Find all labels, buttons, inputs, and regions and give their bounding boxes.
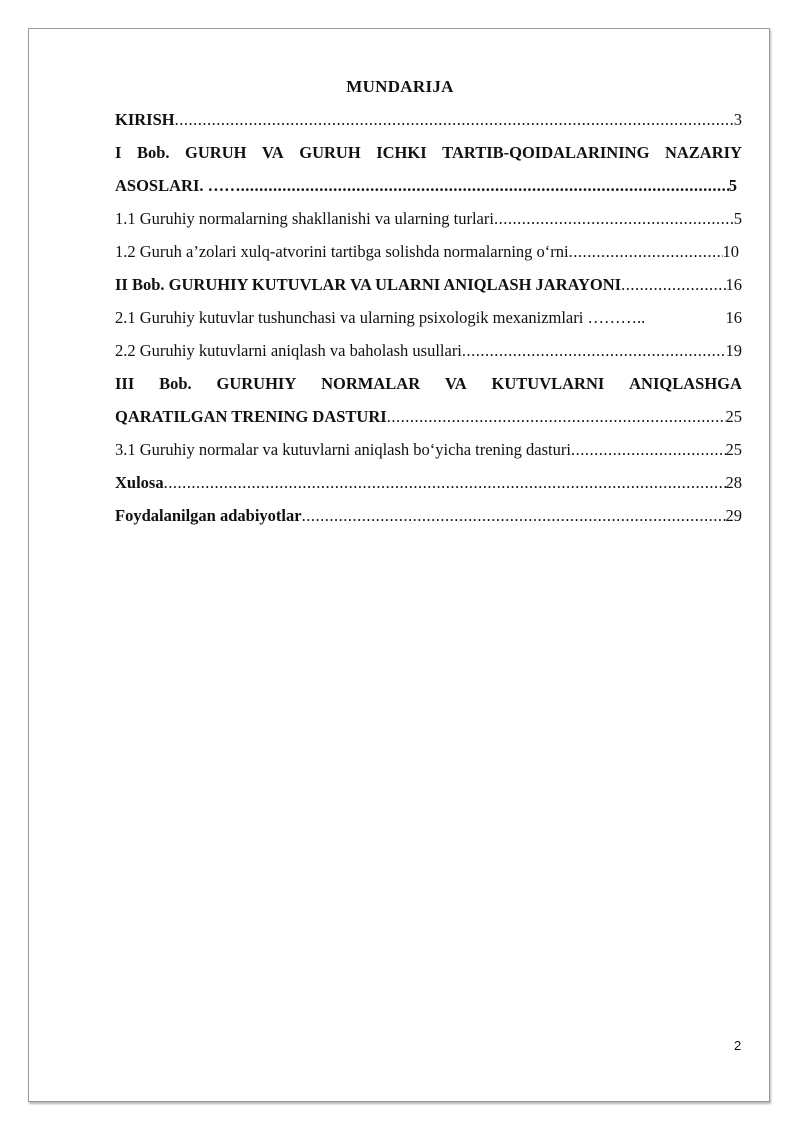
toc-word: Bob.	[136, 143, 170, 162]
dot-leader	[569, 235, 723, 268]
table-of-contents	[115, 103, 742, 532]
toc-entry-page: 25	[725, 407, 742, 426]
toc-entry-label: II Bob. GURUHIY KUTUVLAR VA ULARNI ANIQLASH JARAYONI	[115, 275, 622, 294]
toc-word: GURUHIY	[216, 374, 297, 393]
dot-leader	[494, 202, 734, 235]
dot-leader	[164, 466, 726, 499]
toc-entry-section-2-2[interactable]	[115, 334, 742, 367]
dot-leader	[241, 169, 729, 202]
toc-entry-label: 2.1 Guruhiy kutuvlar tushunchasi va ularning psixologik mexanizmlari ………..	[115, 308, 646, 327]
toc-word: VA	[262, 143, 284, 162]
toc-entry-page: 29	[725, 506, 742, 525]
toc-title: MUNDARIJA	[346, 77, 454, 96]
page-number: 2	[734, 1038, 742, 1053]
toc-entry-section-1-2[interactable]	[115, 235, 739, 268]
toc-entry-chapter-1-line-1[interactable]	[115, 136, 742, 169]
toc-entry-label: KIRISH	[115, 110, 175, 129]
toc-entry-page: 5	[733, 209, 742, 228]
toc-entry-label: Xulosa	[115, 473, 164, 492]
toc-entry-label: 2.2 Guruhiy kutuvlarni aniqlash va baholash usullari	[115, 341, 462, 360]
toc-entry-page: 16	[725, 275, 742, 294]
toc-entry-page: 16	[725, 308, 742, 327]
toc-entry-section-2-1[interactable]	[115, 301, 742, 334]
toc-entry-page: 5	[728, 176, 737, 195]
toc-entry-label: QARATILGAN TRENING DASTURI	[115, 407, 387, 426]
dot-leader	[571, 433, 726, 466]
toc-word: III	[115, 374, 135, 393]
toc-entry-page: 3	[733, 110, 742, 129]
toc-word: Bob.	[159, 374, 192, 393]
toc-entry-label: Foydalanilgan adabiyotlar	[115, 506, 302, 525]
toc-word: TARTIB-QOIDALARINING	[442, 143, 650, 162]
toc-word: VA	[444, 374, 467, 393]
toc-entry-page: 19	[725, 341, 742, 360]
dot-leader	[462, 334, 726, 367]
toc-entry-page: 10	[722, 242, 739, 261]
dot-leader	[621, 268, 725, 301]
toc-word: KUTUVLARNI	[491, 374, 605, 393]
toc-entry-section-3-1[interactable]	[115, 433, 742, 466]
toc-entry-chapter-2[interactable]	[115, 268, 742, 301]
toc-entry-chapter-3-line-2[interactable]	[115, 400, 742, 433]
toc-entry-label: 3.1 Guruhiy normalar va kutuvlarni aniqlash bo‘yicha trening dasturi	[115, 440, 571, 459]
toc-word: ICHKI	[376, 143, 427, 162]
toc-entry-label: ASOSLARI. ……	[115, 176, 241, 195]
toc-word: GURUH	[299, 143, 361, 162]
toc-entry-section-1-1[interactable]	[115, 202, 742, 235]
toc-entry-label: 1.2 Guruh a’zolari xulq-atvorini tartibga solishda normalarning o‘rni	[115, 242, 569, 261]
toc-entry-kirish[interactable]	[115, 103, 742, 136]
toc-entry-adabiyotlar[interactable]	[115, 499, 742, 532]
toc-word: NORMALAR	[321, 374, 421, 393]
toc-word: NAZARIY	[664, 143, 742, 162]
toc-word: I	[115, 143, 122, 162]
toc-entry-chapter-1-line-2[interactable]	[115, 169, 737, 202]
toc-entry-label: 1.1 Guruhiy normalarning shakllanishi va ularning turlari	[115, 209, 494, 228]
toc-entry-page: 25	[725, 440, 742, 459]
toc-word: ANIQLASHGA	[629, 374, 742, 393]
toc-entry-xulosa[interactable]	[115, 466, 742, 499]
dot-leader	[302, 499, 726, 532]
toc-entry-page: 28	[725, 473, 742, 492]
dot-leader	[387, 400, 726, 433]
toc-entry-chapter-3-line-1[interactable]	[115, 367, 742, 400]
dot-leader	[175, 103, 734, 136]
toc-word: GURUH	[185, 143, 247, 162]
